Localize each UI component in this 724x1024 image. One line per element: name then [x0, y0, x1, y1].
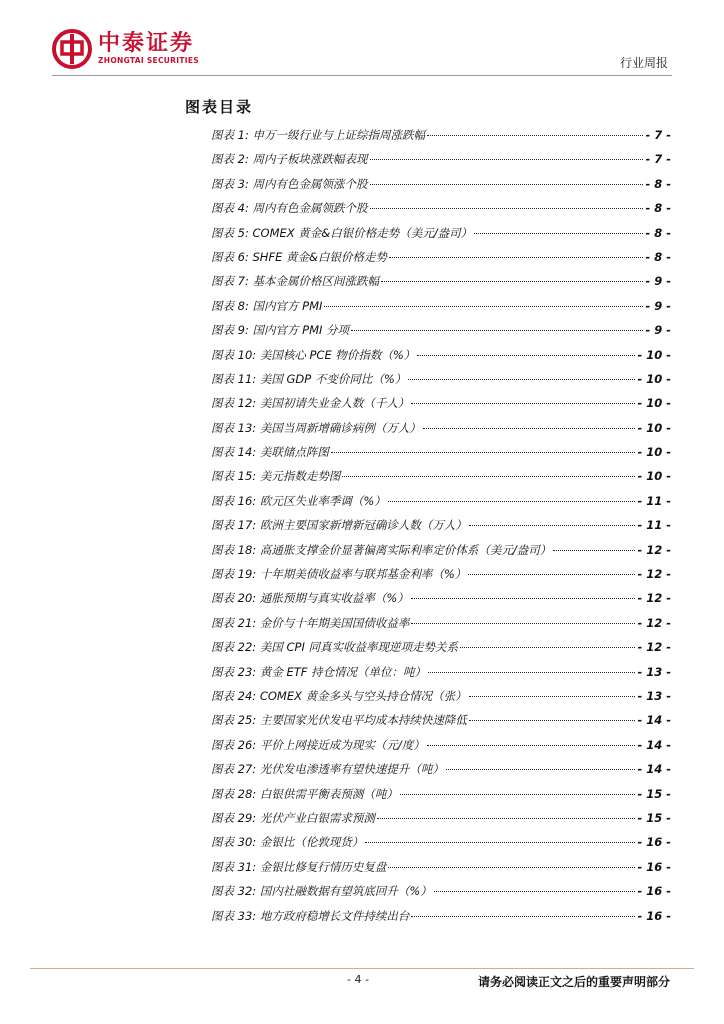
toc-entry-label: 图表 7: 基本金属价格区间涨跌幅: [211, 274, 380, 289]
toc-entry-page: - 9 -: [645, 298, 671, 313]
toc-dot-leader: [469, 525, 636, 526]
toc-entry[interactable]: [211, 590, 671, 614]
toc-entry-label: 图表 2: 周内子板块涨跌幅表现: [211, 152, 368, 167]
toc-entry[interactable]: [211, 493, 671, 517]
toc-dot-leader: [411, 623, 635, 624]
toc-entry-page: - 8 -: [645, 176, 671, 191]
toc-dot-leader: [365, 842, 635, 843]
toc-entry[interactable]: [211, 444, 671, 468]
toc-entry[interactable]: [211, 737, 671, 761]
toc-dot-leader: [389, 257, 643, 258]
toc-dot-leader: [427, 745, 636, 746]
toc-entry-label: 图表 14: 美联储点阵图: [211, 445, 329, 460]
toc-entry[interactable]: [211, 517, 671, 541]
toc-dot-leader: [474, 233, 643, 234]
toc-dot-leader: [446, 769, 636, 770]
toc-entry-label: 图表 22: 美国 CPI 同真实收益率现逆项走势关系: [211, 640, 458, 655]
toc-dot-leader: [469, 720, 636, 721]
toc-dot-leader: [370, 159, 644, 160]
toc-entry[interactable]: [211, 225, 671, 249]
toc-dot-leader: [331, 452, 636, 453]
toc-entry-label: 图表 10: 美国核心 PCE 物价指数（%）: [211, 347, 416, 362]
toc-entry[interactable]: [211, 176, 671, 200]
toc-entry[interactable]: [211, 615, 671, 639]
toc-entry[interactable]: [211, 761, 671, 785]
toc-entry-page: - 12 -: [637, 567, 671, 582]
toc-entry[interactable]: [211, 347, 671, 371]
toc-entry-page: - 10 -: [637, 445, 671, 460]
toc-entry-label: 图表 33: 地方政府稳增长文件持续出台: [211, 908, 410, 923]
toc-entry-label: 图表 26: 平价上网接近成为现实（元/度）: [211, 737, 425, 752]
toc-dot-leader: [460, 647, 635, 648]
toc-entry-label: 图表 16: 欧元区失业率季调（%）: [211, 493, 386, 508]
toc-entry-label: 图表 19: 十年期美债收益率与联邦基金利率（%）: [211, 567, 467, 582]
toc-dot-leader: [370, 184, 644, 185]
toc-entry-page: - 12 -: [637, 542, 671, 557]
toc-entry[interactable]: [211, 859, 671, 883]
toc-entry[interactable]: [211, 127, 671, 151]
toc-dot-leader: [370, 208, 644, 209]
toc-dot-leader: [468, 574, 635, 575]
toc-entry[interactable]: [211, 200, 671, 224]
toc-entry-page: - 16 -: [637, 835, 671, 850]
toc-entry[interactable]: [211, 322, 671, 346]
toc-entry-page: - 11 -: [637, 493, 671, 508]
toc-entry-page: - 10 -: [637, 347, 671, 362]
toc-entry[interactable]: [211, 688, 671, 712]
toc-dot-leader: [342, 476, 635, 477]
toc-entry-label: 图表 27: 光伏发电渗透率有望快速提升（吨）: [211, 762, 444, 777]
toc-entry-label: 图表 32: 国内社融数据有望筑底回升（%）: [211, 884, 432, 899]
toc-entry-page: - 7 -: [645, 128, 671, 142]
toc-entry-label: 图表 24: COMEX 黄金多头与空头持仓情况（张）: [211, 688, 467, 703]
toc-list: [211, 127, 671, 932]
toc-entry[interactable]: [211, 566, 671, 590]
toc-entry-page: - 14 -: [637, 713, 671, 728]
toc-dot-leader: [434, 891, 636, 892]
toc-entry[interactable]: [211, 786, 671, 810]
toc-dot-leader: [423, 428, 636, 429]
toc-dot-leader: [411, 916, 635, 917]
toc-entry-label: 图表 21: 金价与十年期美国国债收益率: [211, 615, 410, 630]
toc-entry-page: - 15 -: [637, 786, 671, 801]
toc-entry-page: - 8 -: [645, 225, 671, 240]
toc-entry[interactable]: [211, 834, 671, 858]
toc-entry-page: - 12 -: [637, 640, 671, 655]
toc-entry[interactable]: [211, 810, 671, 834]
toc-entry-label: 图表 30: 金银比（伦敦现货）: [211, 835, 364, 850]
toc-entry-page: - 10 -: [637, 420, 671, 435]
toc-entry-label: 图表 31: 金银比修复行情历史复盘: [211, 859, 387, 874]
toc-entry[interactable]: [211, 371, 671, 395]
toc-entry-page: - 16 -: [637, 884, 671, 899]
footer-divider: [30, 968, 694, 969]
toc-entry-page: - 12 -: [637, 591, 671, 606]
toc-entry[interactable]: [211, 273, 671, 297]
toc-entry-page: - 15 -: [637, 810, 671, 825]
toc-entry-page: - 8 -: [645, 201, 671, 216]
report-type-label: 行业周报: [619, 56, 668, 70]
header-divider: [52, 75, 672, 76]
toc-entry[interactable]: [211, 395, 671, 419]
toc-dot-leader: [400, 794, 636, 795]
toc-entry-page: - 13 -: [637, 664, 671, 679]
toc-entry-label: 图表 25: 主要国家光伏发电平均成本持续快速降低: [211, 713, 467, 728]
logo-chinese-name: 中泰证券: [98, 31, 195, 56]
toc-entry-page: - 9 -: [645, 323, 671, 338]
toc-entry[interactable]: [211, 468, 671, 492]
toc-dot-leader: [377, 818, 636, 819]
toc-entry-label: 图表 12: 美国初请失业金人数（千人）: [211, 396, 410, 411]
toc-dot-leader: [428, 672, 635, 673]
toc-entry[interactable]: [211, 542, 671, 566]
toc-entry-page: - 10 -: [637, 396, 671, 411]
toc-entry-label: 图表 29: 光伏产业白银需求预测: [211, 810, 375, 825]
toc-entry-page: - 16 -: [637, 859, 671, 874]
zhongtai-logo-icon: [52, 29, 92, 69]
page-header: [0, 0, 724, 80]
toc-title: 图表目录: [185, 98, 254, 116]
toc-dot-leader: [381, 281, 643, 282]
toc-entry-page: - 13 -: [637, 688, 671, 703]
toc-entry-page: - 12 -: [637, 615, 671, 630]
toc-entry-label: 图表 23: 黄金 ETF 持仓情况（单位：吨）: [211, 664, 427, 679]
toc-entry-page: - 10 -: [637, 371, 671, 386]
toc-dot-leader: [469, 696, 636, 697]
page-number: - 4 -: [347, 973, 369, 986]
toc-entry-page: - 14 -: [637, 737, 671, 752]
toc-entry-label: 图表 6: SHFE 黄金&白银价格走势: [211, 249, 387, 264]
toc-entry[interactable]: [211, 298, 671, 322]
company-logo: [52, 29, 199, 69]
toc-entry[interactable]: [211, 664, 671, 688]
toc-entry[interactable]: [211, 639, 671, 663]
toc-entry-page: - 9 -: [645, 274, 671, 289]
toc-entry-label: 图表 8: 国内官方 PMI: [211, 298, 323, 313]
toc-entry[interactable]: [211, 151, 671, 175]
toc-entry[interactable]: [211, 908, 671, 932]
toc-dot-leader: [351, 330, 643, 331]
toc-entry-label: 图表 28: 白银供需平衡表预测（吨）: [211, 786, 398, 801]
toc-entry-label: 图表 3: 周内有色金属领涨个股: [211, 176, 368, 191]
toc-dot-leader: [408, 379, 635, 380]
toc-dot-leader: [417, 355, 635, 356]
logo-english-name: ZHONGTAI SECURITIES: [98, 56, 199, 65]
toc-dot-leader: [388, 867, 635, 868]
toc-entry-label: 图表 5: COMEX 黄金&白银价格走势（美元/盎司）: [211, 225, 473, 240]
toc-entry[interactable]: [211, 249, 671, 273]
toc-entry-label: 图表 20: 通胀预期与真实收益率（%）: [211, 591, 409, 606]
toc-entry-label: 图表 9: 国内官方 PMI 分项: [211, 323, 350, 338]
toc-entry-label: 图表 13: 美国当周新增确诊病例（万人）: [211, 420, 421, 435]
toc-entry-page: - 11 -: [637, 518, 671, 533]
toc-entry-label: 图表 11: 美国 GDP 不变价同比（%）: [211, 371, 407, 386]
toc-dot-leader: [427, 135, 643, 136]
toc-entry-label: 图表 15: 美元指数走势图: [211, 469, 341, 484]
toc-dot-leader: [411, 403, 635, 404]
toc-dot-leader: [324, 306, 643, 307]
toc-entry[interactable]: [211, 712, 671, 736]
toc-dot-leader: [411, 598, 636, 599]
toc-dot-leader: [553, 550, 635, 551]
toc-entry-label: 图表 18: 高通胀支撑金价显著偏离实际利率定价体系（美元/盎司）: [211, 542, 552, 557]
toc-entry[interactable]: [211, 883, 671, 907]
toc-entry-page: - 10 -: [637, 469, 671, 484]
toc-entry-page: - 7 -: [645, 152, 671, 167]
toc-entry-page: - 16 -: [637, 908, 671, 923]
disclaimer-text: 请务必阅读正文之后的重要声明部分: [477, 975, 670, 989]
toc-entry-label: 图表 17: 欧洲主要国家新增新冠确诊人数（万人）: [211, 518, 467, 533]
toc-entry-page: - 8 -: [645, 249, 671, 264]
toc-entry-page: - 14 -: [637, 762, 671, 777]
toc-entry-label: 图表 1: 申万一级行业与上证综指周涨跌幅: [211, 128, 426, 142]
toc-dot-leader: [388, 501, 636, 502]
toc-entry[interactable]: [211, 420, 671, 444]
toc-entry-label: 图表 4: 周内有色金属领跌个股: [211, 201, 368, 216]
